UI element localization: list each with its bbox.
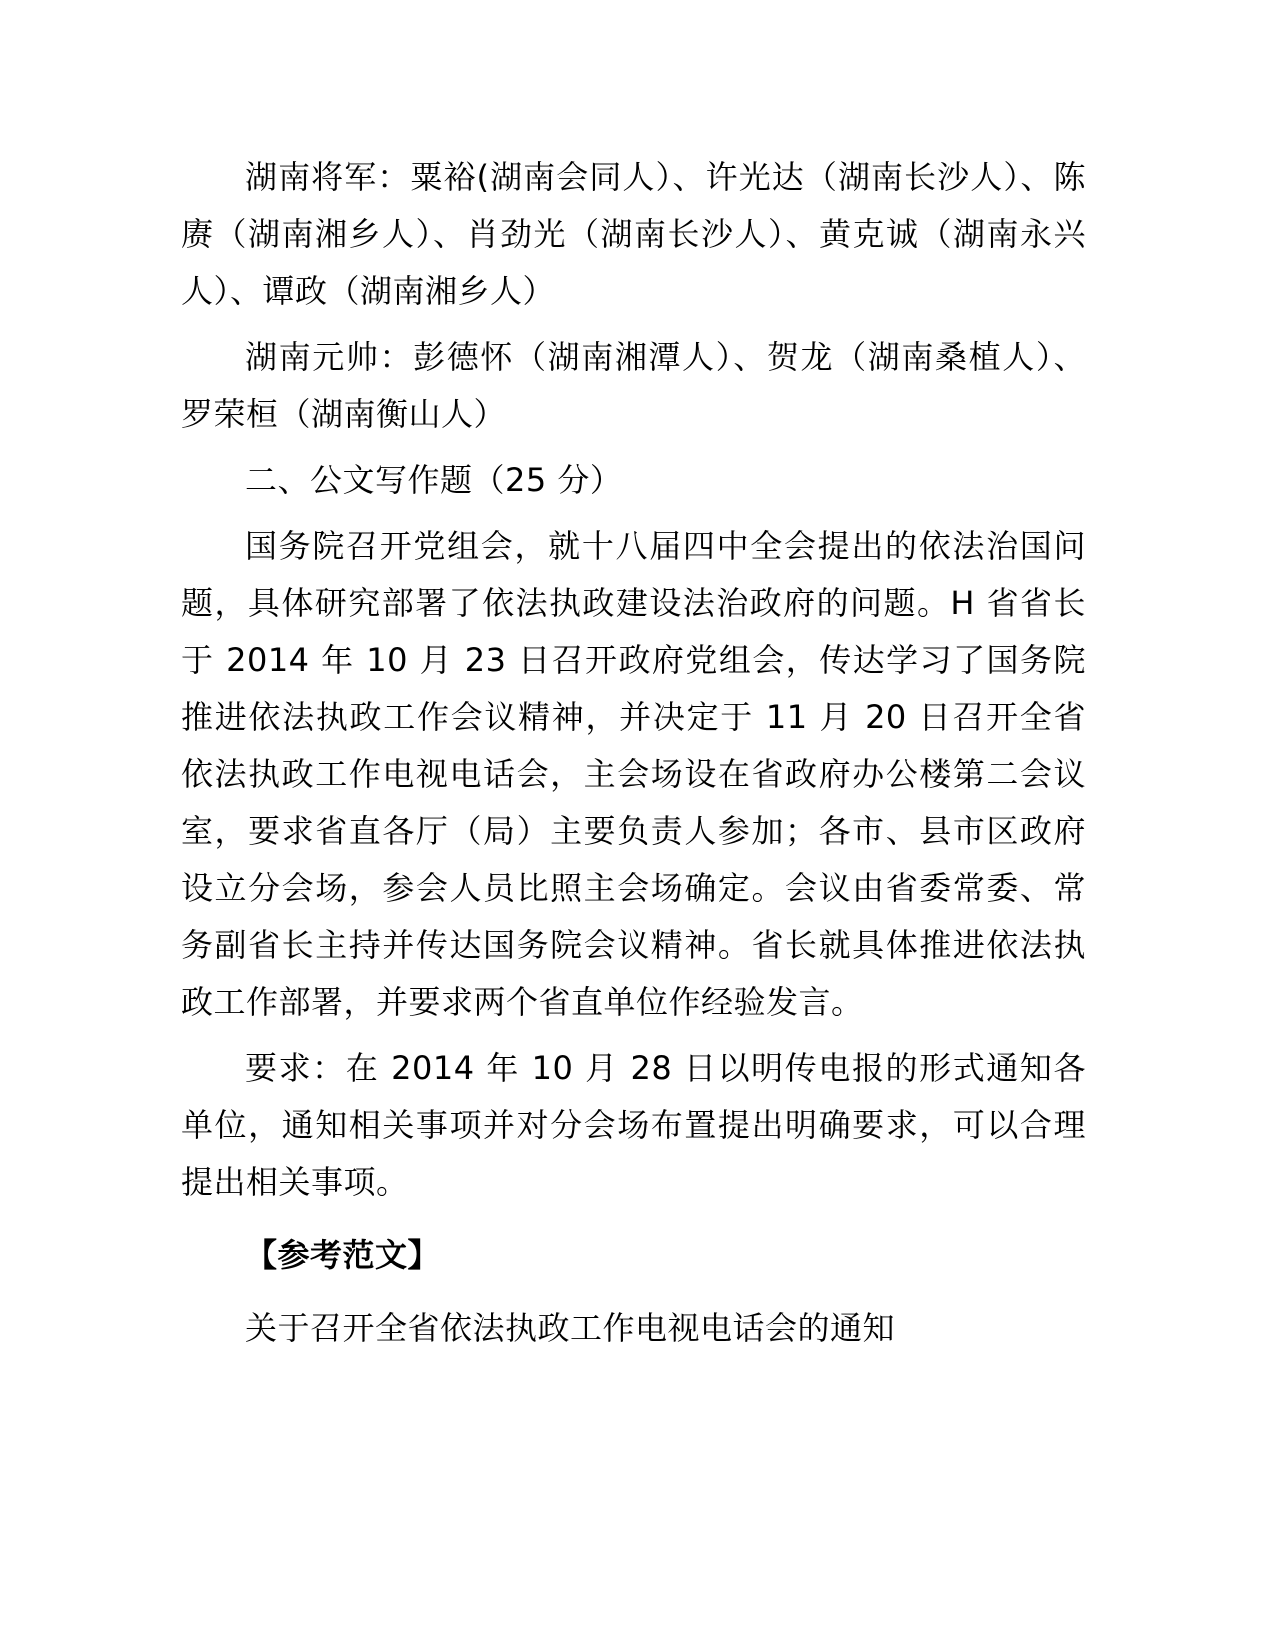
hunan-generals-paragraph: 湖南将军：粟裕(湖南会同人）、许光达（湖南长沙人）、陈赓（湖南湘乡人）、肖劲光（湖南长沙人）、黄克诚（湖南永兴人）、谭政（湖南湘乡人） [181,158,1086,310]
reference-heading: 【参考范文】 [245,1236,441,1274]
document-page [181,149,1086,1357]
section-heading: 二、公文写作题（25 分） [245,461,623,499]
requirements-paragraph: 要求：在 2014 年 10 月 28 日以明传电报的形式通知各单位，通知相关事项并对分会场布置提出明确要求，可以合理提出相关事项。 [181,1049,1086,1201]
question-body-paragraph: 国务院召开党组会，就十八届四中全会提出的依法治国问题，具体研究部署了依法执政建设法治政府的问题。H 省省长于 2014 年 10 月 23 日召开政府党组会，传达学习了国务院推进依法执政工作会议精神，并决定于 11 月 20 日召开全省依法执政工作电视电话会，主会场设在省政府办公楼第二会议室，要求省直各厅（局）主要负责人参加；各市、县市区政府设立分会场，参会人员比照主会场确定。会议由省委常委、常务副省长主持并传达国务院会议精神。省长就具体推进依法执政工作部署，并要求两个省直单位作经验发言。 [181,527,1086,1021]
hunan-marshals-paragraph: 湖南元帅：彭德怀（湖南湘潭人）、贺龙（湖南桑植人）、罗荣桓（湖南衡山人） [181,338,1086,433]
notice-title: 关于召开全省依法执政工作电视电话会的通知 [245,1309,896,1347]
